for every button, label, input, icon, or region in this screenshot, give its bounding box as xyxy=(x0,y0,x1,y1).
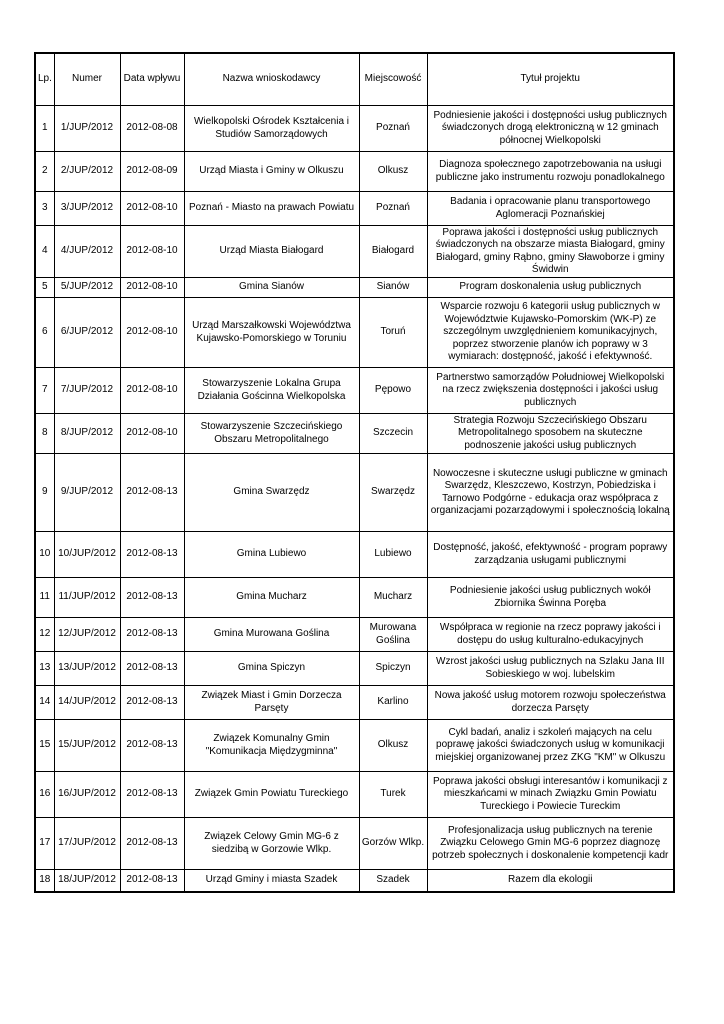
header-lp: Lp. xyxy=(35,53,54,106)
cell-miejscowosc: Szadek xyxy=(359,870,427,892)
cell-data-wplywu: 2012-08-09 xyxy=(120,152,184,192)
cell-lp: 13 xyxy=(35,652,54,686)
cell-nazwa-wnioskodawcy: Gmina Lubiewo xyxy=(184,532,359,578)
table-row xyxy=(35,414,674,454)
cell-data-wplywu: 2012-08-13 xyxy=(120,686,184,720)
cell-nazwa-wnioskodawcy: Gmina Swarzędz xyxy=(184,454,359,532)
cell-numer: 16/JUP/2012 xyxy=(54,772,120,818)
cell-nazwa-wnioskodawcy: Poznań - Miasto na prawach Powiatu xyxy=(184,192,359,226)
document-page xyxy=(34,52,673,893)
cell-tytul-projektu: Program doskonalenia usług publicznych xyxy=(427,278,674,298)
cell-nazwa-wnioskodawcy: Związek Celowy Gmin MG-6 z siedzibą w Gorzowie Wlkp. xyxy=(184,818,359,870)
cell-tytul-projektu: Razem dla ekologii xyxy=(427,870,674,892)
cell-numer: 18/JUP/2012 xyxy=(54,870,120,892)
table-row xyxy=(35,578,674,618)
cell-tytul-projektu: Wzrost jakości usług publicznych na Szlaku Jana III Sobieskiego w woj. lubelskim xyxy=(427,652,674,686)
cell-tytul-projektu: Podniesienie jakości usług publicznych wokół Zbiornika Świnna Poręba xyxy=(427,578,674,618)
cell-tytul-projektu: Dostępność, jakość, efektywność - program poprawy zarządzania usługami publicznymi xyxy=(427,532,674,578)
table-row xyxy=(35,720,674,772)
table-header-row xyxy=(35,53,674,106)
cell-nazwa-wnioskodawcy: Stowarzyszenie Lokalna Grupa Działania Gościnna Wielkopolska xyxy=(184,368,359,414)
table-row xyxy=(35,368,674,414)
cell-miejscowosc: Toruń xyxy=(359,298,427,368)
cell-lp: 5 xyxy=(35,278,54,298)
cell-numer: 2/JUP/2012 xyxy=(54,152,120,192)
cell-miejscowosc: Poznań xyxy=(359,192,427,226)
cell-numer: 6/JUP/2012 xyxy=(54,298,120,368)
cell-tytul-projektu: Poprawa jakości i dostępności usług publicznych świadczonych na obszarze miasta Białogard, gminy Białogard, gminy Rąbno, gminy Sławoborze i gminy Świdwin xyxy=(427,226,674,278)
cell-nazwa-wnioskodawcy: Urząd Gminy i miasta Szadek xyxy=(184,870,359,892)
header-miejscowosc: Miejscowość xyxy=(359,53,427,106)
table-row xyxy=(35,298,674,368)
cell-miejscowosc: Sianów xyxy=(359,278,427,298)
cell-miejscowosc: Olkusz xyxy=(359,152,427,192)
cell-data-wplywu: 2012-08-13 xyxy=(120,454,184,532)
cell-miejscowosc: Białogard xyxy=(359,226,427,278)
cell-tytul-projektu: Strategia Rozwoju Szczecińskiego Obszaru Metropolitalnego sposobem na skuteczne podnoszenie jakości usług publicznych xyxy=(427,414,674,454)
cell-lp: 8 xyxy=(35,414,54,454)
cell-numer: 12/JUP/2012 xyxy=(54,618,120,652)
cell-numer: 14/JUP/2012 xyxy=(54,686,120,720)
cell-numer: 15/JUP/2012 xyxy=(54,720,120,772)
cell-numer: 3/JUP/2012 xyxy=(54,192,120,226)
cell-data-wplywu: 2012-08-13 xyxy=(120,618,184,652)
cell-tytul-projektu: Poprawa jakości obsługi interesantów i komunikacji z mieszkańcami w minach Związku Gmin Powiatu Tureckiego i Powiecie Tureckim xyxy=(427,772,674,818)
cell-numer: 9/JUP/2012 xyxy=(54,454,120,532)
cell-miejscowosc: Poznań xyxy=(359,106,427,152)
table-row xyxy=(35,192,674,226)
cell-tytul-projektu: Podniesienie jakości i dostępności usług publicznych świadczonych drogą elektroniczną w 12 gminach północnej Wielkopolski xyxy=(427,106,674,152)
cell-data-wplywu: 2012-08-13 xyxy=(120,532,184,578)
table-row xyxy=(35,532,674,578)
cell-nazwa-wnioskodawcy: Związek Komunalny Gmin "Komunikacja Międzygminna" xyxy=(184,720,359,772)
cell-numer: 10/JUP/2012 xyxy=(54,532,120,578)
table-row xyxy=(35,454,674,532)
cell-miejscowosc: Swarzędz xyxy=(359,454,427,532)
cell-miejscowosc: Gorzów Wlkp. xyxy=(359,818,427,870)
cell-nazwa-wnioskodawcy: Gmina Spiczyn xyxy=(184,652,359,686)
cell-miejscowosc: Spiczyn xyxy=(359,652,427,686)
cell-data-wplywu: 2012-08-10 xyxy=(120,226,184,278)
cell-tytul-projektu: Nowa jakość usług motorem rozwoju społeczeństwa dorzecza Parsęty xyxy=(427,686,674,720)
table-row xyxy=(35,618,674,652)
cell-data-wplywu: 2012-08-10 xyxy=(120,278,184,298)
cell-numer: 17/JUP/2012 xyxy=(54,818,120,870)
cell-tytul-projektu: Współpraca w regionie na rzecz poprawy jakości i dostępu do usług kulturalno-edukacyjnych xyxy=(427,618,674,652)
cell-data-wplywu: 2012-08-08 xyxy=(120,106,184,152)
table-row xyxy=(35,152,674,192)
cell-tytul-projektu: Wsparcie rozwoju 6 kategorii usług publicznych w Województwie Kujawsko-Pomorskim (WK-P) ze szczególnym uwzględnieniem komunikacyjnych, poprzez stworzenie planów ich poprawy w 3 wymiarach: dostępność, jakość i efektywność. xyxy=(427,298,674,368)
cell-tytul-projektu: Profesjonalizacja usług publicznych na terenie Związku Celowego Gmin MG-6 poprzez diagnozę potrzeb społecznych i doskonalenie kompetencji kadr xyxy=(427,818,674,870)
cell-data-wplywu: 2012-08-10 xyxy=(120,414,184,454)
cell-miejscowosc: Mucharz xyxy=(359,578,427,618)
cell-lp: 11 xyxy=(35,578,54,618)
cell-numer: 7/JUP/2012 xyxy=(54,368,120,414)
table-body xyxy=(35,106,674,892)
cell-miejscowosc: Olkusz xyxy=(359,720,427,772)
cell-data-wplywu: 2012-08-10 xyxy=(120,192,184,226)
cell-data-wplywu: 2012-08-13 xyxy=(120,818,184,870)
table-row xyxy=(35,870,674,892)
cell-numer: 1/JUP/2012 xyxy=(54,106,120,152)
cell-lp: 10 xyxy=(35,532,54,578)
header-numer: Numer xyxy=(54,53,120,106)
table-row xyxy=(35,818,674,870)
cell-nazwa-wnioskodawcy: Gmina Sianów xyxy=(184,278,359,298)
cell-data-wplywu: 2012-08-13 xyxy=(120,652,184,686)
cell-miejscowosc: Karlino xyxy=(359,686,427,720)
cell-tytul-projektu: Badania i opracowanie planu transportowego Aglomeracji Poznańskiej xyxy=(427,192,674,226)
cell-nazwa-wnioskodawcy: Urząd Miasta i Gminy w Olkuszu xyxy=(184,152,359,192)
table-row xyxy=(35,226,674,278)
header-nazwa-wnioskodawcy: Nazwa wnioskodawcy xyxy=(184,53,359,106)
cell-numer: 8/JUP/2012 xyxy=(54,414,120,454)
cell-lp: 16 xyxy=(35,772,54,818)
cell-nazwa-wnioskodawcy: Wielkopolski Ośrodek Kształcenia i Studiów Samorządowych xyxy=(184,106,359,152)
cell-data-wplywu: 2012-08-13 xyxy=(120,578,184,618)
cell-lp: 2 xyxy=(35,152,54,192)
cell-lp: 18 xyxy=(35,870,54,892)
cell-tytul-projektu: Diagnoza społecznego zapotrzebowania na usługi publiczne jako instrumentu rozwoju ponadlokalnego xyxy=(427,152,674,192)
cell-lp: 12 xyxy=(35,618,54,652)
cell-lp: 17 xyxy=(35,818,54,870)
applications-table xyxy=(34,52,675,893)
cell-nazwa-wnioskodawcy: Związek Gmin Powiatu Tureckiego xyxy=(184,772,359,818)
cell-numer: 5/JUP/2012 xyxy=(54,278,120,298)
cell-lp: 1 xyxy=(35,106,54,152)
cell-data-wplywu: 2012-08-13 xyxy=(120,772,184,818)
cell-lp: 15 xyxy=(35,720,54,772)
cell-nazwa-wnioskodawcy: Urząd Miasta Białogard xyxy=(184,226,359,278)
cell-lp: 6 xyxy=(35,298,54,368)
cell-nazwa-wnioskodawcy: Gmina Murowana Goślina xyxy=(184,618,359,652)
cell-lp: 14 xyxy=(35,686,54,720)
cell-tytul-projektu: Cykl badań, analiz i szkoleń mających na celu poprawę jakości świadczonych usług w komunikacji miejskiej organizowanej przez ZKG "KM" w Olkuszu xyxy=(427,720,674,772)
table-row xyxy=(35,106,674,152)
cell-numer: 4/JUP/2012 xyxy=(54,226,120,278)
cell-data-wplywu: 2012-08-13 xyxy=(120,870,184,892)
table-row xyxy=(35,686,674,720)
cell-tytul-projektu: Partnerstwo samorządów Południowej Wielkopolski na rzecz zwiększenia dostępności i jakości usług publicznych xyxy=(427,368,674,414)
cell-numer: 11/JUP/2012 xyxy=(54,578,120,618)
cell-data-wplywu: 2012-08-10 xyxy=(120,298,184,368)
cell-lp: 9 xyxy=(35,454,54,532)
table-row xyxy=(35,652,674,686)
cell-tytul-projektu: Nowoczesne i skuteczne usługi publiczne w gminach Swarzędz, Kleszczewo, Kostrzyn, Pobiedziska i Tarnowo Podgórne - edukacja oraz współpraca z organizacjami pozarządowymi i społecznością lokalną xyxy=(427,454,674,532)
header-data-wplywu: Data wpływu xyxy=(120,53,184,106)
cell-miejscowosc: Pępowo xyxy=(359,368,427,414)
table-row xyxy=(35,772,674,818)
cell-nazwa-wnioskodawcy: Związek Miast i Gmin Dorzecza Parsęty xyxy=(184,686,359,720)
cell-lp: 4 xyxy=(35,226,54,278)
cell-nazwa-wnioskodawcy: Gmina Mucharz xyxy=(184,578,359,618)
cell-data-wplywu: 2012-08-10 xyxy=(120,368,184,414)
cell-lp: 7 xyxy=(35,368,54,414)
cell-miejscowosc: Lubiewo xyxy=(359,532,427,578)
cell-data-wplywu: 2012-08-13 xyxy=(120,720,184,772)
header-tytul-projektu: Tytuł projektu xyxy=(427,53,674,106)
cell-nazwa-wnioskodawcy: Urząd Marszałkowski Województwa Kujawsko-Pomorskiego w Toruniu xyxy=(184,298,359,368)
table-row xyxy=(35,278,674,298)
cell-miejscowosc: Turek xyxy=(359,772,427,818)
cell-numer: 13/JUP/2012 xyxy=(54,652,120,686)
cell-nazwa-wnioskodawcy: Stowarzyszenie Szczecińskiego Obszaru Metropolitalnego xyxy=(184,414,359,454)
cell-miejscowosc: Murowana Goślina xyxy=(359,618,427,652)
cell-lp: 3 xyxy=(35,192,54,226)
cell-miejscowosc: Szczecin xyxy=(359,414,427,454)
